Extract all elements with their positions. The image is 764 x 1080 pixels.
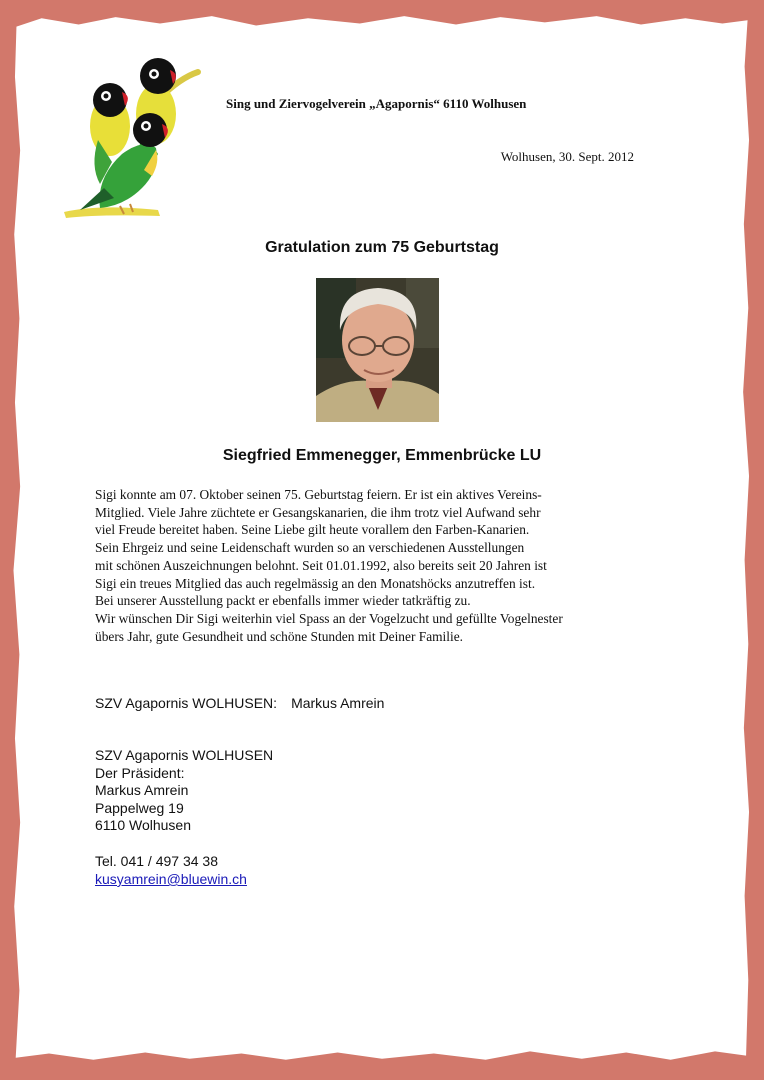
address-line: 6110 Wolhusen xyxy=(95,817,191,834)
place-date: Wolhusen, 30. Sept. 2012 xyxy=(500,149,634,164)
portrait-photo-icon xyxy=(316,278,439,422)
lovebirds-logo-icon xyxy=(60,58,202,222)
address-block xyxy=(95,747,273,835)
body-line: viel Freude bereitet haben. Seine Liebe gilt heute vorallem den Farben-Kanarien. xyxy=(95,522,530,538)
contact-block xyxy=(95,852,247,888)
phone-number: Tel. 041 / 497 34 38 xyxy=(95,853,218,869)
honoree-name: Siegfried Emmenegger, Emmenbrücke LU xyxy=(222,447,542,464)
body-line: Mitglied. Viele Jahre züchtete er Gesangskanarien, die ihm trotz viel Aufwand sehr xyxy=(95,504,541,520)
headline: Gratulation zum 75 Geburtstag xyxy=(265,239,499,256)
body-line: Sigi konnte am 07. Oktober seinen 75. Geburtstag feiern. Er ist ein aktives Vereins- xyxy=(95,487,542,502)
address-line: Markus Amrein xyxy=(95,782,189,799)
body-line: übers Jahr, gute Gesundheit und schöne Stunden mit Deiner Familie. xyxy=(95,628,464,644)
body-line: Sein Ehrgeiz und seine Leidenschaft wurden so an verschiedenen Ausstellungen xyxy=(95,540,525,556)
body-line: Sigi ein treues Mitglied das auch regelmässig an den Monatshöcks anzutreffen ist. xyxy=(95,575,536,591)
signoff xyxy=(95,695,384,711)
body-line: mit schönen Auszeichnungen belohnt. Seit 01.01.1992, also bereits seit 20 Jahren ist xyxy=(95,557,547,573)
body-line: Bei unserer Ausstellung packt er ebenfalls immer wieder tatkräftig zu. xyxy=(95,593,471,609)
address-line: SZV Agapornis WOLHUSEN xyxy=(95,747,274,763)
signoff-club: SZV Agapornis WOLHUSEN: xyxy=(95,695,278,711)
congratulation-text xyxy=(95,486,655,645)
signoff-name: Markus Amrein xyxy=(291,695,385,711)
email-link[interactable]: kusyamrein@bluewin.ch xyxy=(95,871,247,887)
body-line: Wir wünschen Dir Sigi weiterhin viel Spass an der Vogelzucht und gefüllte Vogelnester xyxy=(95,610,563,626)
address-line: Der Präsident: xyxy=(95,764,185,781)
club-title: Sing und Ziervogelverein „Agapornis“ 6110 Wolhusen xyxy=(226,96,527,111)
address-line: Pappelweg 19 xyxy=(95,799,184,816)
